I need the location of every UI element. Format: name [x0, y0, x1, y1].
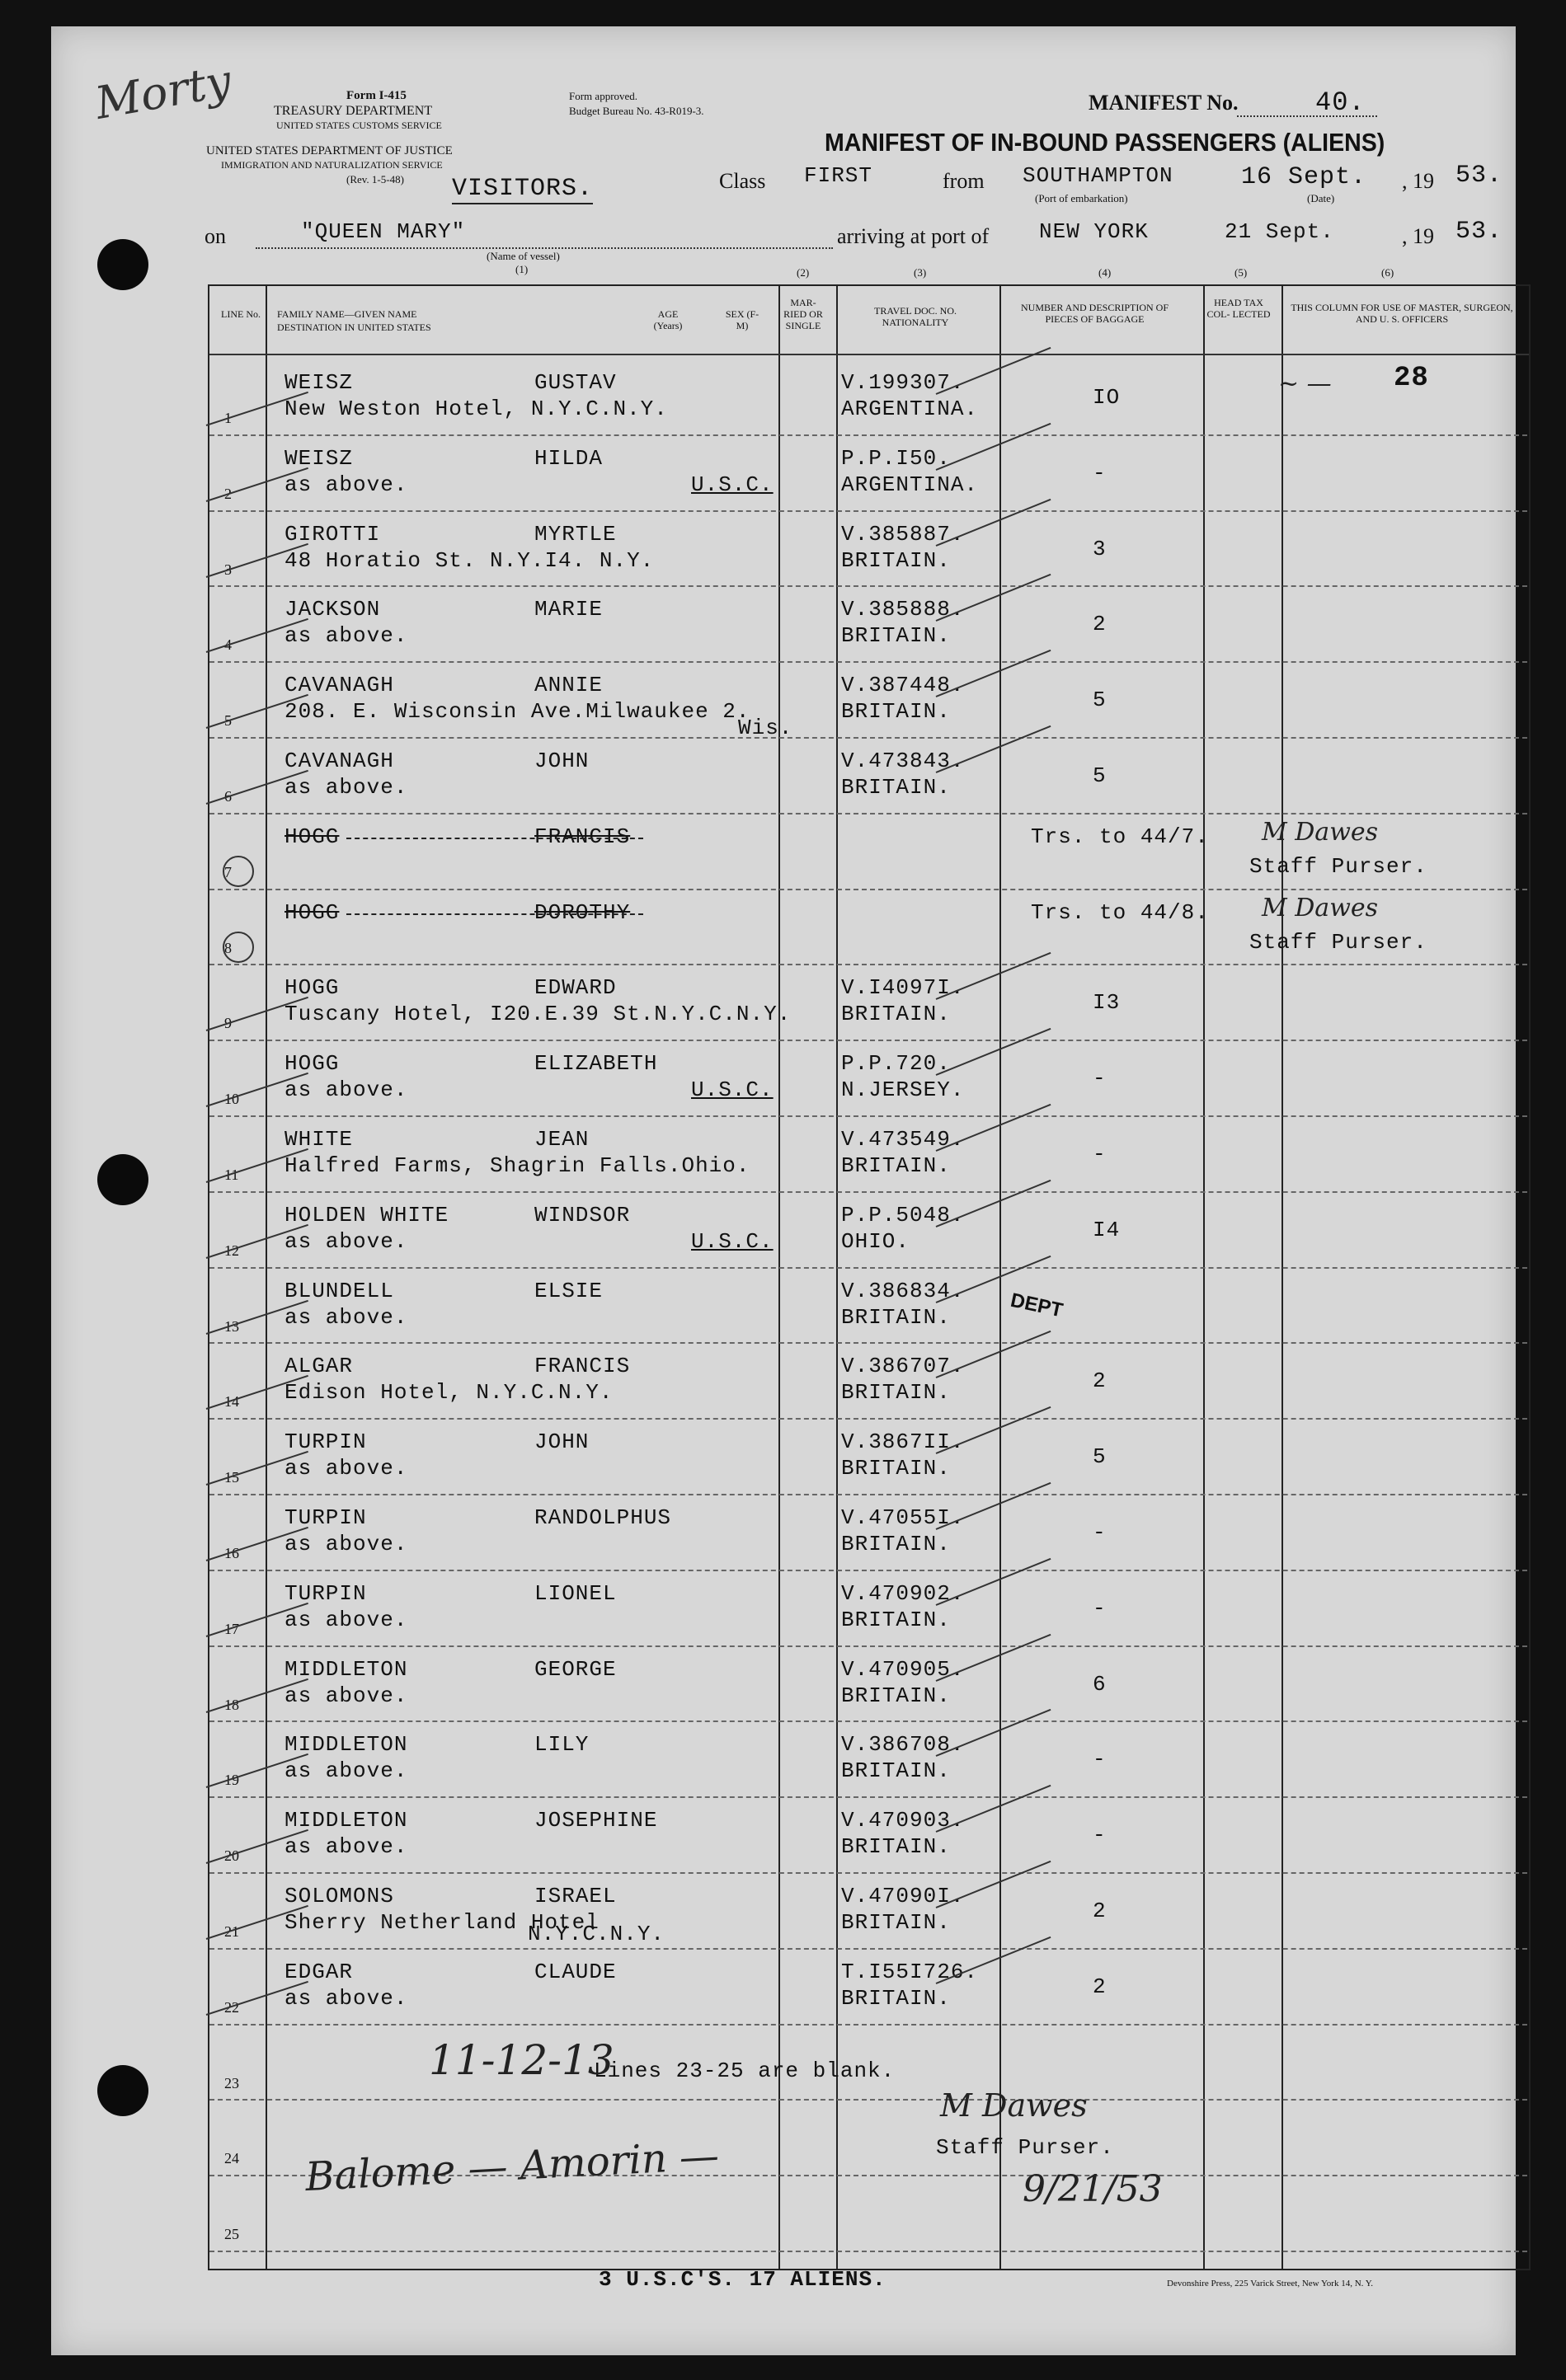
col-line-no: LINE No. — [221, 308, 261, 320]
immigration-service: IMMIGRATION AND NATURALIZATION SERVICE — [221, 159, 443, 171]
nationality: BRITAIN. — [841, 1380, 951, 1406]
row-separator — [209, 813, 1527, 814]
col-divider — [836, 286, 838, 2269]
printer-credit: Devonshire Press, 225 Varick Street, New York 14, N. Y. — [1167, 2279, 1374, 2288]
row-separator — [209, 1115, 1527, 1117]
from-value: SOUTHAMPTON — [1023, 163, 1173, 188]
line-number: 20 — [224, 1847, 239, 1865]
vessel-col-num: (1) — [515, 263, 529, 275]
destination: Edison Hotel, N.Y.C.N.Y. — [285, 1380, 614, 1406]
col-sex: SEX (F-M) — [725, 308, 759, 331]
row-separator — [209, 1494, 1527, 1495]
form-approved: Form approved. — [569, 90, 638, 102]
family-name: MIDDLETON — [285, 1656, 408, 1682]
family-name: MIDDLETON — [285, 1732, 408, 1758]
col-divider — [1203, 286, 1205, 2269]
row-separator — [209, 2024, 1527, 2026]
strike-dash — [346, 838, 643, 839]
line-number: 24 — [224, 2150, 239, 2167]
dept-stamp: DEPT — [1008, 1289, 1065, 1322]
travel-doc: V.385888. — [841, 597, 965, 622]
from-label: from — [943, 169, 985, 193]
baggage-count: - — [1093, 460, 1107, 486]
col-officers: THIS COLUMN FOR USE OF MASTER, SURGEON, AND U. S. OFFICERS — [1291, 302, 1513, 325]
travel-doc: V.3867II. — [841, 1429, 965, 1455]
col-num-officers: (6) — [1381, 266, 1394, 279]
nationality: BRITAIN. — [841, 547, 951, 573]
year-prefix: , 19 — [1402, 169, 1434, 193]
class-value: FIRST — [804, 163, 873, 188]
usc-mark: U.S.C. — [691, 472, 774, 497]
line-number: 23 — [224, 2074, 239, 2091]
col-divider — [266, 286, 267, 2269]
destination: as above. — [285, 1228, 408, 1254]
travel-doc: T.I55I726. — [841, 1959, 979, 1984]
col-travel: TRAVEL DOC. NO. NATIONALITY — [873, 305, 957, 328]
line-number: 13 — [224, 1317, 239, 1335]
family-name: WEISZ — [285, 370, 354, 395]
travel-doc: V.386708. — [841, 1732, 965, 1758]
line-number: 14 — [224, 1393, 239, 1411]
destination: Tuscany Hotel, I20.E.39 St.N.Y.C.N.Y. — [285, 1002, 792, 1027]
nationality: N.JERSEY. — [841, 1077, 965, 1103]
footer-totals: 3 U.S.C'S. 17 ALIENS. — [599, 2267, 886, 2292]
destination: Halfred Farms, Shagrin Falls.Ohio. — [285, 1153, 750, 1178]
row-separator — [209, 1418, 1527, 1420]
row-separator — [209, 434, 1527, 436]
purser-signature: M Dawes — [940, 2087, 1088, 2124]
line-number: 9 — [224, 1015, 232, 1032]
nationality: BRITAIN. — [841, 1758, 951, 1784]
departure-year: 53. — [1455, 162, 1503, 190]
travel-doc: V.385887. — [841, 521, 965, 547]
row-separator — [209, 585, 1527, 587]
travel-doc: P.P.720. — [841, 1051, 951, 1077]
baggage-count: IO — [1093, 385, 1121, 410]
nationality: BRITAIN. — [841, 623, 951, 649]
destination: as above. — [285, 1456, 408, 1481]
line-number: 17 — [224, 1620, 239, 1637]
arrival-year-prefix: , 19 — [1402, 224, 1434, 248]
given-name: FRANCIS — [534, 824, 631, 849]
family-name: HOLDEN WHITE — [285, 1202, 449, 1228]
given-name: JOHN — [534, 1429, 590, 1455]
nationality: BRITAIN. — [841, 1153, 951, 1178]
manifest-no-label: MANIFEST No. — [1089, 91, 1239, 115]
row-separator — [209, 1948, 1527, 1950]
nationality: ARGENTINA. — [841, 397, 979, 421]
purser-title: Staff Purser. — [1249, 929, 1427, 955]
family-name: HOGG — [285, 1051, 340, 1077]
given-name: GEORGE — [534, 1656, 617, 1682]
given-name: MARIE — [534, 597, 604, 622]
blank-lines-note: Lines 23-25 are blank. — [594, 2058, 896, 2083]
transfer-note: Trs. to 44/8. — [1031, 899, 1209, 925]
line-number: 5 — [224, 712, 232, 730]
row-separator — [209, 1720, 1527, 1722]
baggage-count: 6 — [1093, 1671, 1107, 1697]
family-name: EDGAR — [285, 1959, 354, 1984]
given-name: LIONEL — [534, 1580, 617, 1606]
baggage-count: 2 — [1093, 1899, 1107, 1923]
family-name: TURPIN — [285, 1505, 367, 1530]
destination: as above. — [285, 472, 408, 497]
form-revision: (Rev. 1-5-48) — [346, 173, 404, 185]
destination: as above. — [285, 1532, 408, 1556]
nationality: BRITAIN. — [841, 1304, 951, 1330]
baggage-count: I3 — [1093, 990, 1121, 1016]
col-destination: DESTINATION IN UNITED STATES — [277, 322, 431, 333]
travel-doc: V.199307. — [841, 370, 965, 395]
given-name: ISRAEL — [534, 1884, 617, 1908]
baggage-count: - — [1093, 1823, 1107, 1848]
row-separator — [209, 2099, 1527, 2101]
line-number: 15 — [224, 1469, 239, 1486]
family-name: TURPIN — [285, 1580, 367, 1606]
given-name: WINDSOR — [534, 1202, 631, 1228]
baggage-count: 5 — [1093, 1444, 1107, 1470]
row-separator — [209, 1040, 1527, 1041]
row-separator — [209, 2251, 1527, 2252]
given-name: ELSIE — [534, 1278, 604, 1303]
baggage-count: - — [1093, 1595, 1107, 1621]
purser-title: Staff Purser. — [1249, 853, 1427, 879]
treasury-dept: TREASURY DEPARTMENT — [274, 104, 433, 118]
family-name: CAVANAGH — [285, 749, 394, 773]
nationality: BRITAIN. — [841, 1607, 951, 1632]
family-name: BLUNDELL — [285, 1278, 394, 1303]
punch-hole — [97, 239, 148, 290]
visitors-label: VISITORS. — [452, 175, 594, 203]
line-number: 19 — [224, 1772, 239, 1789]
vessel-caption: (Name of vessel) — [487, 250, 560, 262]
given-name: MYRTLE — [534, 521, 617, 547]
given-name: LILY — [534, 1732, 590, 1758]
given-name: JOHN — [534, 749, 590, 773]
given-name: GUSTAV — [534, 370, 617, 395]
destination: Sherry Netherland Hotel — [285, 1910, 600, 1935]
line-number: 7 — [224, 863, 232, 880]
line-number: 10 — [224, 1091, 239, 1108]
manifest-no: 40. — [1315, 87, 1366, 118]
punch-hole — [97, 2065, 148, 2116]
line-number: 11 — [224, 1167, 239, 1183]
family-name: JACKSON — [285, 597, 381, 622]
destination: as above. — [285, 1077, 408, 1103]
family-name: CAVANAGH — [285, 673, 394, 698]
circled-line-number — [223, 932, 254, 963]
port-embarkation-caption: (Port of embarkation) — [1035, 192, 1128, 204]
baggage-count: 5 — [1093, 763, 1107, 788]
given-name: HILDA — [534, 445, 604, 471]
baggage-count: 3 — [1093, 536, 1107, 561]
line-number: 16 — [224, 1545, 239, 1561]
travel-doc: V.473843. — [841, 749, 965, 773]
row-separator — [209, 1267, 1527, 1269]
nationality: BRITAIN. — [841, 775, 951, 800]
line-number: 21 — [224, 1923, 239, 1940]
row-separator — [209, 737, 1527, 739]
travel-doc: V.470903. — [841, 1808, 965, 1833]
strike-dash — [346, 913, 643, 915]
nationality: BRITAIN. — [841, 1910, 951, 1935]
line-number: 6 — [224, 788, 232, 805]
travel-doc: V.386834. — [841, 1278, 965, 1303]
nationality: BRITAIN. — [841, 1683, 951, 1708]
destination: New Weston Hotel, N.Y.C.N.Y. — [285, 397, 668, 421]
given-name: EDWARD — [534, 975, 617, 1001]
destination: as above. — [285, 1834, 408, 1860]
arrival-year: 53. — [1455, 218, 1503, 246]
family-name: HOGG — [285, 975, 340, 1001]
row-separator — [209, 889, 1527, 890]
row-separator — [209, 1645, 1527, 1647]
baggage-count: 2 — [1093, 1974, 1107, 1999]
travel-doc: V.47090I. — [841, 1884, 965, 1908]
given-name: ANNIE — [534, 673, 604, 698]
on-label: on — [205, 224, 226, 248]
line-number: 8 — [224, 939, 232, 956]
officer-signature: Balome — Amorin — — [303, 2132, 721, 2201]
line-number: 1 — [224, 410, 232, 426]
customs-service: UNITED STATES CUSTOMS SERVICE — [276, 120, 442, 131]
row-separator — [209, 964, 1527, 965]
nationality: BRITAIN. — [841, 1834, 951, 1860]
given-name: ELIZABETH — [534, 1051, 658, 1077]
line-number: 25 — [224, 2226, 239, 2243]
row-separator — [209, 510, 1527, 512]
nationality: BRITAIN. — [841, 1532, 951, 1556]
baggage-count: - — [1093, 1142, 1107, 1167]
given-name: RANDOLPHUS — [534, 1505, 672, 1530]
baggage-count: I4 — [1093, 1217, 1121, 1242]
given-name: JEAN — [534, 1127, 590, 1152]
baggage-count: - — [1093, 1520, 1107, 1545]
travel-doc: V.387448. — [841, 673, 965, 698]
punch-hole — [97, 1154, 148, 1205]
col-num-tax: (5) — [1234, 266, 1248, 279]
given-name: FRANCIS — [534, 1354, 631, 1379]
col-married: MAR- RIED OR SINGLE — [783, 297, 823, 331]
arriving-label: arriving at port of — [837, 224, 990, 248]
destination: as above. — [285, 1683, 408, 1708]
col-age: AGE (Years) — [653, 308, 683, 331]
form-number: Form I-415 — [346, 89, 407, 102]
usc-mark: U.S.C. — [691, 1228, 774, 1254]
col-num-travel: (3) — [914, 266, 927, 279]
travel-doc: V.473549. — [841, 1127, 965, 1152]
given-name: CLAUDE — [534, 1959, 617, 1984]
arrival-port: NEW YORK — [1039, 219, 1149, 244]
col-divider — [778, 286, 780, 2269]
header-rule — [209, 354, 1529, 355]
handwritten-numbers: 11-12-13 — [429, 2036, 614, 2084]
budget-bureau: Budget Bureau No. 43-R019-3. — [569, 105, 704, 117]
given-name: JOSEPHINE — [534, 1808, 658, 1833]
purser-initials: M Dawes — [1262, 893, 1379, 922]
handwritten-scrawl: Morty — [91, 54, 236, 129]
baggage-count: - — [1093, 1747, 1107, 1772]
family-name: HOGG — [285, 899, 340, 925]
line-number: 22 — [224, 1998, 239, 2016]
col-name: FAMILY NAME—GIVEN NAME — [277, 308, 417, 320]
row-separator — [209, 661, 1527, 663]
nationality: OHIO. — [841, 1228, 910, 1254]
travel-doc: V.I4097I. — [841, 975, 965, 1001]
col-num-married: (2) — [797, 266, 810, 279]
family-name: ALGAR — [285, 1354, 354, 1379]
nationality: BRITAIN. — [841, 1456, 951, 1481]
row-separator — [209, 1342, 1527, 1344]
nationality: ARGENTINA. — [841, 472, 979, 497]
usc-mark: U.S.C. — [691, 1077, 774, 1103]
destination: as above. — [285, 1607, 408, 1632]
baggage-count: 5 — [1093, 688, 1107, 713]
row-separator — [209, 1570, 1527, 1571]
destination: as above. — [285, 1304, 408, 1330]
baggage-count: 2 — [1093, 1368, 1107, 1394]
manifest-no-line — [1237, 115, 1377, 117]
line-number: 18 — [224, 1696, 239, 1713]
family-name: MIDDLETON — [285, 1808, 408, 1833]
class-label: Class — [719, 169, 766, 193]
officers-mark: 28 — [1394, 363, 1429, 394]
transfer-note: Trs. to 44/7. — [1031, 824, 1209, 849]
nationality: BRITAIN. — [841, 699, 951, 725]
destination-cont: Wis. — [738, 716, 793, 741]
row-separator — [209, 1872, 1527, 1874]
arrival-date: 21 Sept. — [1225, 219, 1334, 244]
destination: as above. — [285, 1758, 408, 1784]
travel-doc: P.P.I50. — [841, 445, 951, 471]
circled-line-number — [223, 856, 254, 887]
justice-dept: UNITED STATES DEPARTMENT OF JUSTICE — [206, 144, 453, 157]
family-name: GIROTTI — [285, 521, 381, 547]
family-name: HOGG — [285, 824, 340, 849]
destination: as above. — [285, 775, 408, 800]
travel-doc: V.470902. — [841, 1580, 965, 1606]
handwritten-date: 9/21/53 — [1023, 2168, 1163, 2210]
col-tax: HEAD TAX COL- LECTED — [1206, 297, 1271, 320]
travel-doc: V.386707. — [841, 1354, 965, 1379]
row-separator — [209, 1191, 1527, 1193]
travel-doc: V.47055I. — [841, 1505, 965, 1530]
col-divider — [1281, 286, 1283, 2269]
nationality: BRITAIN. — [841, 1002, 951, 1027]
given-name: DOROTHY — [534, 899, 631, 925]
family-name: WEISZ — [285, 445, 354, 471]
staff-purser-footer: Staff Purser. — [936, 2135, 1114, 2160]
travel-doc: P.P.5048. — [841, 1202, 965, 1228]
col-num-baggage: (4) — [1098, 266, 1112, 279]
family-name: WHITE — [285, 1127, 354, 1152]
destination: 208. E. Wisconsin Ave.Milwaukee 2. — [285, 699, 750, 725]
line-number: 12 — [224, 1242, 239, 1259]
col-baggage: NUMBER AND DESCRIPTION OF PIECES OF BAGGAGE — [1020, 302, 1169, 325]
destination: 48 Horatio St. N.Y.I4. N.Y. — [285, 547, 655, 573]
destination: as above. — [285, 1985, 408, 2011]
nationality: BRITAIN. — [841, 1985, 951, 2011]
line-number: 2 — [224, 485, 232, 502]
family-name: SOLOMONS — [285, 1884, 394, 1908]
baggage-count: - — [1093, 1066, 1107, 1091]
family-name: TURPIN — [285, 1429, 367, 1455]
purser-initials: M Dawes — [1262, 817, 1379, 847]
line-number: 4 — [224, 636, 232, 654]
line-number: 3 — [224, 561, 232, 578]
date-caption: (Date) — [1307, 192, 1335, 204]
departure-date: 16 Sept. — [1241, 163, 1367, 191]
destination-cont: N.Y.C.N.Y. — [528, 1922, 665, 1946]
travel-doc: V.470905. — [841, 1656, 965, 1682]
destination: as above. — [285, 623, 408, 649]
officers-tick: ~ — — [1278, 369, 1332, 398]
vessel-name: "QUEEN MARY" — [301, 219, 466, 244]
baggage-count: 2 — [1093, 612, 1107, 637]
row-separator — [209, 1796, 1527, 1798]
manifest-title: MANIFEST OF IN-BOUND PASSENGERS (ALIENS) — [825, 128, 1385, 157]
